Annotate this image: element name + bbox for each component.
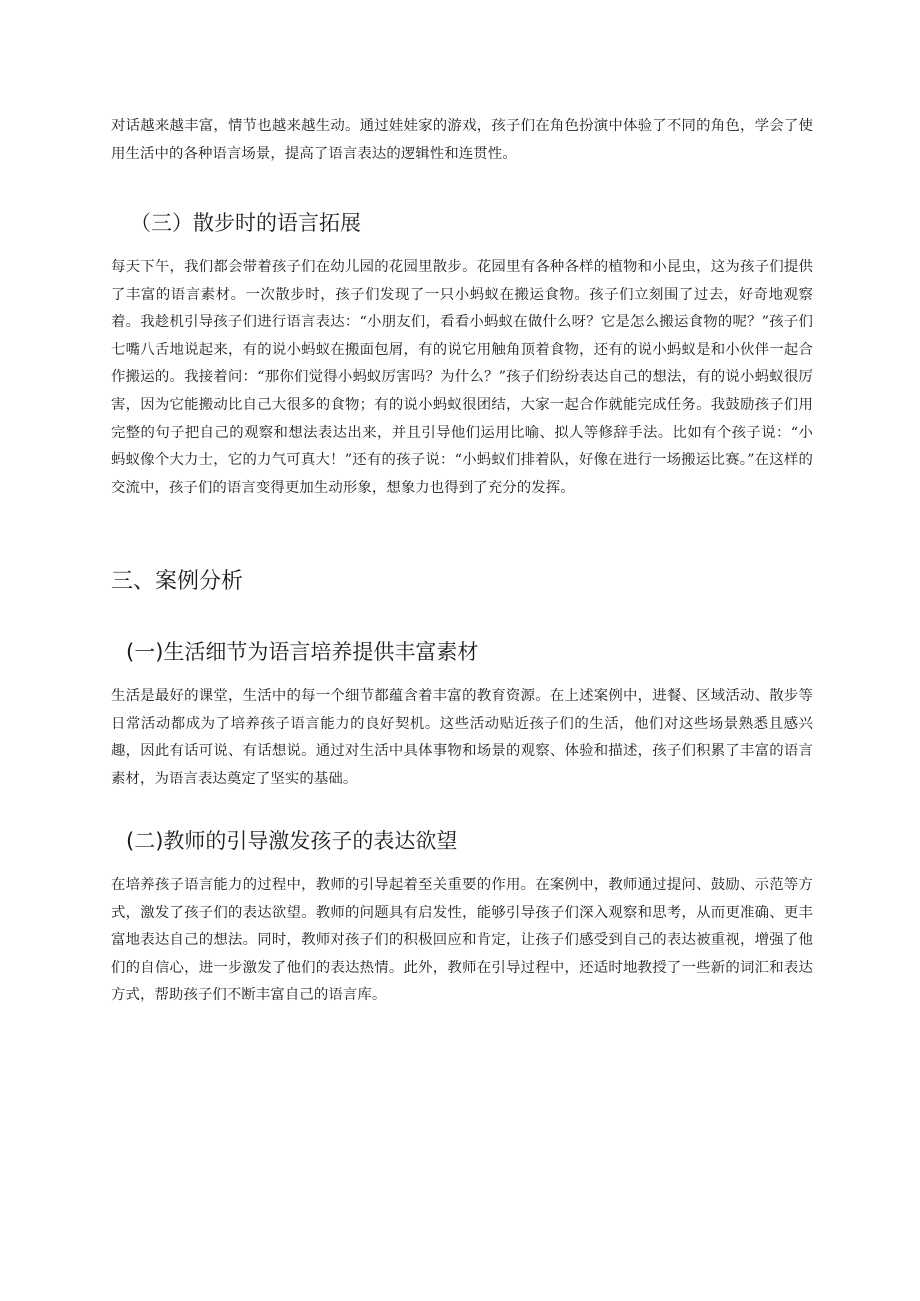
paragraph-intro-continuation: 对话越来越丰富，情节也越来越生动。通过娃娃家的游戏，孩子们在角色扮演中体验了不同的角色，学会了使用生活中的各种语言场景，提高了语言表达的逻辑性和连贯性。 xyxy=(111,118,813,162)
heading-life-details: (一)生活细节为语言培养提供丰富素材 xyxy=(126,640,479,664)
heading-teacher-guidance: (二)教师的引导激发孩子的表达欲望 xyxy=(126,829,458,853)
paragraph-life-details: 生活是最好的课堂，生活中的每一个细节都蕴含着丰富的教育资源。在上述案例中，进餐、区域活动、散步等日常活动都成为了培养孩子语言能力的良好契机。这些活动贴近孩子们的生活，他们对这些场景熟悉且感兴趣，因此有话可说、有话想说。通过对生活中具体事物和场景的观察、体验和描述，孩子们积累了丰富的语言素材，为语言表达奠定了坚实的基础。 xyxy=(111,688,813,787)
paragraph-teacher-guidance: 在培养孩子语言能力的过程中，教师的引导起着至关重要的作用。在案例中，教师通过提问、鼓励、示范等方式，激发了孩子们的表达欲望。教师的问题具有启发性，能够引导孩子们深入观察和思考，从而更准确、更丰富地表达自己的想法。同时，教师对孩子们的积极回应和肯定，让孩子们感受到自己的表达被重视，增强了他们的自信心，进一步激发了他们的表达热情。此外，教师在引导过程中，还适时地教授了一些新的词汇和表达方式，帮助孩子们不断丰富自己的语言库。 xyxy=(111,877,813,1004)
heading-walk-language-extension: （三）散步时的语言拓展 xyxy=(130,211,361,235)
paragraph-walk-ant-story: 每天下午，我们都会带着孩子们在幼儿园的花园里散步。花园里有各种各样的植物和小昆虫，这为孩子们提供了丰富的语言素材。一次散步时，孩子们发现了一只小蚂蚁在搬运食物。孩子们立刻围了过去，好奇地观察着。我趁机引导孩子们进行语言表达：“小朋友们，看看小蚂蚁在做什么呀？它是怎么搬运食物的呢？”孩子们七嘴八舌地说起来，有的说小蚂蚁在搬面包屑，有的说它用触角顶着食物，还有的说小蚂蚁是和小伙伴一起合作搬运的。我接着问：“那你们觉得小蚂蚁厉害吗？为什么？”孩子们纷纷表达自己的想法，有的说小蚂蚁很厉害，因为它能搬动比自己大很多的食物；有的说小蚂蚁很团结，大家一起合作就能完成任务。我鼓励孩子们用完整的句子把自己的观察和想法表达出来，并且引导他们运用比喻、拟人等修辞手法。比如有个孩子说：“小蚂蚁像个大力士，它的力气可真大！”还有的孩子说：“小蚂蚁们排着队，好像在进行一场搬运比赛。”在这样的交流中，孩子们的语言变得更加生动形象，想象力也得到了充分的发挥。 xyxy=(111,259,813,496)
heading-case-analysis: 三、案例分析 xyxy=(111,569,244,594)
